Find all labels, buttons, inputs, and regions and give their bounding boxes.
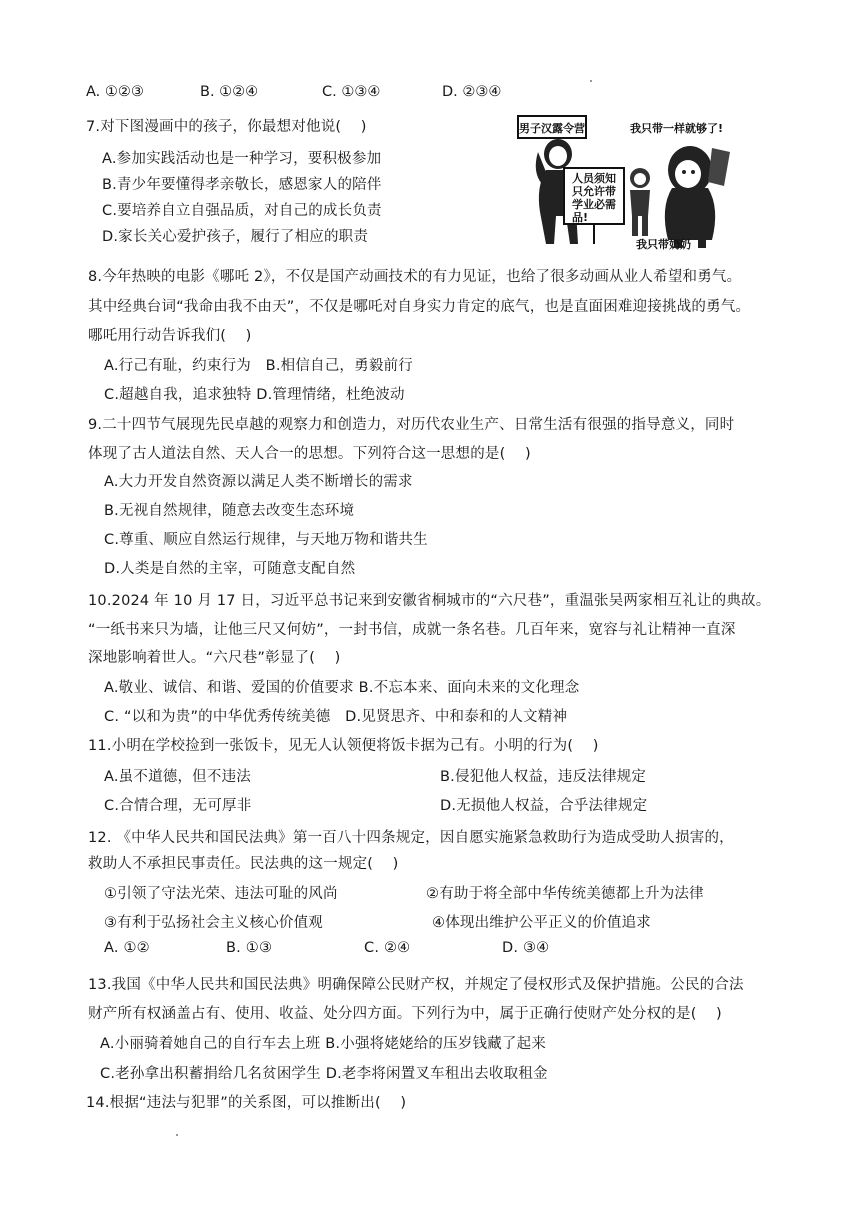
q8-stem-line-3: 哪吒用行动告诉我们( ) <box>88 328 252 344</box>
cartoon-notice-line-2: 只允许带 <box>572 185 616 198</box>
q10-stem-line-2: “一纸书来只为墙，让他三尺又何妨”，一封书信，成就一条名巷。几百年来，宽容与礼让精神一直深 <box>88 622 736 638</box>
q7-option-c: C.要培养自立自强品质，对自己的成长负责 <box>102 203 382 219</box>
q11-option-a: A.虽不道德，但不违法 <box>104 769 251 785</box>
q11-option-d: D.无损他人权益，合乎法律规定 <box>440 798 648 814</box>
q6-option-b: B. ①②④ <box>200 84 259 100</box>
q6-option-c: C. ①③④ <box>322 84 381 100</box>
q14-stem: 14.根据“违法与犯罪”的关系图，可以推断出( ) <box>86 1095 407 1111</box>
q12-stem-line-1: 12. 《中华人民共和国民法典》第一百八十四条规定，因自愿实施紧急救助行为造成受助人损害的， <box>88 830 734 846</box>
cartoon-sign-text: 男子汉露令营 <box>519 122 585 135</box>
q12-option-b: B. ①③ <box>226 940 273 956</box>
q12-option-d: D. ③④ <box>502 940 550 956</box>
scan-speck <box>176 1134 178 1136</box>
q7-option-a: A.参加实践活动也是一种学习，要积极参加 <box>102 151 382 167</box>
cartoon-notice-line-4: 品! <box>571 211 589 224</box>
q6-option-a: A. ①②③ <box>86 84 144 100</box>
q11-stem: 11.小明在学校捡到一张饭卡，见无人认领便将饭卡据为己有。小明的行为( ) <box>88 738 599 754</box>
q9-option-b: B.无视自然规律，随意去改变生态环境 <box>104 503 355 519</box>
q11-option-c: C.合情合理，无可厚非 <box>104 798 252 814</box>
q10-stem-line-1: 10.2024 年 10 月 17 日，习近平总书记来到安徽省桐城市的“六尺巷”，重温张吴两家相互礼让的典故。 <box>88 593 771 609</box>
q9-stem-line-1: 9.二十四节气展现先民卓越的观察力和创造力，对历代农业生产、日常生活有很强的指导意义，同时 <box>88 417 735 433</box>
q7-stem: 7.对下图漫画中的孩子，你最想对他说( ) <box>86 119 367 135</box>
q13-options-line-1: A.小丽骑着她自己的自行车去上班 B.小强将姥姥给的压岁钱藏了起来 <box>100 1036 547 1052</box>
q7-option-d: D.家长关心爱护孩子，履行了相应的职责 <box>102 229 369 245</box>
cartoon-speech-text: 我只带一样就够了! <box>630 122 724 135</box>
q7-option-b: B.青少年要懂得孝亲敬长，感恩家人的陪伴 <box>102 177 382 193</box>
q12-option-a: A. ①② <box>104 940 150 956</box>
q8-stem-line-1: 8.今年热映的电影《哪吒 2》，不仅是国产动画技术的有力见证，也给了很多动画从业人希望和勇气。 <box>88 269 742 285</box>
q12-option-c: C. ②④ <box>364 940 411 956</box>
cartoon-notice-line-1: 人员须知 <box>572 172 616 185</box>
q10-options-line-2: C. “以和为贵”的中华优秀传统美德 D.见贤思齐、中和泰和的人文精神 <box>104 709 568 725</box>
q13-stem-line-2: 财产所有权涵盖占有、使用、收益、处分四方面。下列行为中，属于正确行使财产处分权的是( ) <box>88 1006 722 1022</box>
cartoon-caption-text: 我只带奶奶 <box>636 238 691 251</box>
q13-options-line-2: C.老孙拿出积蓄捐给几名贫困学生 D.老李将闲置叉车租出去收取租金 <box>100 1066 548 1082</box>
q8-options-line-1: A.行己有耻，约束行为 B.相信自己，勇毅前行 <box>104 358 413 374</box>
q7-cartoon-image <box>516 112 742 252</box>
cartoon-notice-line-3: 学业必需 <box>572 198 616 211</box>
q12-statement-4: ④体现出维护公平正义的价值追求 <box>432 915 651 931</box>
q13-stem-line-1: 13.我国《中华人民共和国民法典》明确保障公民财产权，并规定了侵权形式及保护措施。公民的合法 <box>88 977 744 993</box>
q12-statement-3: ③有利于弘扬社会主义核心价值观 <box>104 915 323 931</box>
q8-options-line-2: C.超越自我，追求独特 D.管理情绪，杜绝波动 <box>104 387 405 403</box>
scan-speck <box>590 80 592 82</box>
q6-option-d: D. ②③④ <box>442 84 502 100</box>
q8-stem-line-2: 其中经典台词“我命由我不由天”，不仅是哪吒对自身实力肯定的底气，也是直面困难迎接挑战的勇气。 <box>88 299 751 315</box>
q12-stem-line-2: 救助人不承担民事责任。民法典的这一规定( ) <box>88 856 399 872</box>
q9-option-a: A.大力开发自然资源以满足人类不断增长的需求 <box>104 474 413 490</box>
q11-option-b: B.侵犯他人权益，违反法律规定 <box>440 769 647 785</box>
q12-statement-2: ②有助于将全部中华传统美德都上升为法律 <box>426 886 704 902</box>
q9-stem-line-2: 体现了古人道法自然、天人合一的思想。下列符合这一思想的是( ) <box>88 446 531 462</box>
q10-stem-line-3: 深地影响着世人。“六尺巷”彰显了( ) <box>88 650 341 666</box>
q10-options-line-1: A.敬业、诚信、和谐、爱国的价值要求 B.不忘本来、面向未来的文化理念 <box>104 680 580 696</box>
q9-option-c: C.尊重、顺应自然运行规律，与天地万物和谐共生 <box>104 532 428 548</box>
q12-statement-1: ①引领了守法光荣、违法可耻的风尚 <box>104 886 338 902</box>
q9-option-d: D.人类是自然的主宰，可随意支配自然 <box>104 561 356 577</box>
